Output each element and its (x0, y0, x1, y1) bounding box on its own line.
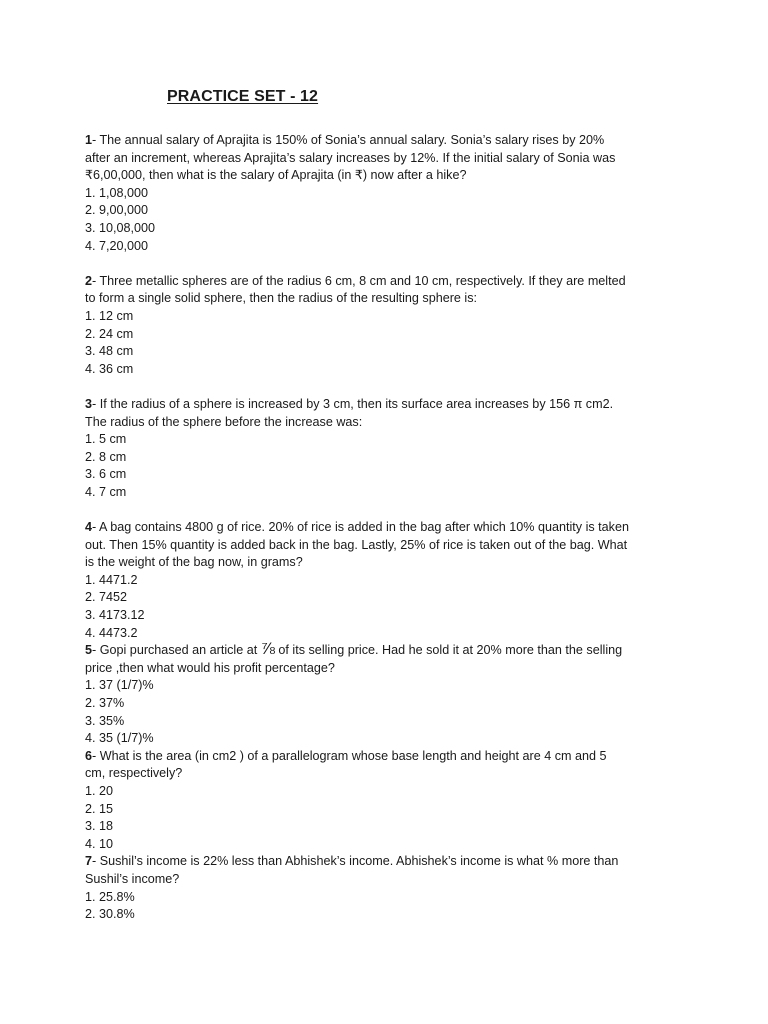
option-2: 2. 37% (85, 696, 125, 710)
option-3: 3. 4173.12 (85, 608, 145, 623)
option-2: 2. 24 cm (85, 326, 134, 341)
option-4: 4. 35 (1/7)% (85, 731, 154, 746)
question-number: 1 (85, 133, 93, 147)
option-1: 1. 37 (1/7)% (85, 678, 154, 693)
option-1: 1. 4471.2 (85, 572, 138, 587)
question-number: 3 (85, 396, 93, 411)
option-2: 2. 7452 (85, 590, 128, 605)
question-5 (85, 639, 630, 748)
option-2: 2. 15 (85, 801, 114, 816)
question-6 (85, 748, 630, 854)
option-3: 3. 6 cm (85, 467, 127, 482)
option-3: 3. 48 cm (85, 344, 134, 359)
option-3: 3. 35% (85, 713, 125, 728)
question-text-end: of its selling price. Had he sold it at 20% more than the selling price ,then what would his profit percentage? (85, 643, 623, 675)
question-text: - Sushil’s income is 22% less than Abhishek’s income. Abhishek’s income is what % more than Sushil’s income? (85, 854, 619, 886)
option-2: 2. 8 cm (85, 449, 127, 464)
question-text: - If the radius of a sphere is increased by 3 cm, then its surface area increases by 156 π cm2. The radius of the sphere before the increase was: (85, 396, 614, 429)
question-3 (85, 396, 630, 502)
option-2: 2. 30.8% (85, 907, 135, 922)
option-1: 1. 5 cm (85, 432, 127, 447)
question-2 (85, 273, 630, 379)
question-list (85, 132, 630, 924)
question-number: 5 (85, 643, 93, 658)
option-1: 1. 25.8% (85, 889, 135, 904)
option-1: 1. 12 cm (85, 308, 134, 323)
page-title: PRACTICE SET - 12 (167, 88, 319, 105)
question-7 (85, 853, 630, 923)
fraction-seven-eighths: ⅞ (260, 639, 275, 659)
question-number: 4 (85, 520, 93, 535)
option-1: 1. 20 (85, 783, 114, 798)
question-text: - A bag contains 4800 g of rice. 20% of rice is added in the bag after which 10% quantity is taken out. Then 15% quantity is added back in the bag. Lastly, 25% of rice is taken out of the bag. What is the weight of the bag now, in grams? (85, 520, 629, 570)
option-4: 4. 7,20,000 (85, 238, 149, 253)
option-3: 3. 10,08,000 (85, 220, 156, 235)
question-text: - What is the area (in cm2 ) of a parallelogram whose base length and height are 4 cm and 5 cm, respectively? (85, 748, 607, 781)
question-number: 2 (85, 273, 93, 288)
question-4 (85, 519, 630, 642)
option-4: 4. 7 cm (85, 484, 127, 499)
option-3: 3. 18 (85, 819, 114, 834)
option-2: 2. 9,00,000 (85, 203, 149, 218)
question-number: 7 (85, 854, 93, 869)
option-1: 1. 1,08,000 (85, 185, 149, 200)
option-4: 4. 10 (85, 836, 114, 851)
question-number: 6 (85, 748, 93, 763)
question-text-start: - Gopi purchased an article at (92, 643, 261, 658)
question-text: - Three metallic spheres are of the radius 6 cm, 8 cm and 10 cm, respectively. If they are melted to form a single solid sphere, then the radius of the resulting sphere is: (85, 273, 626, 306)
option-4: 4. 36 cm (85, 361, 134, 376)
question-1 (85, 132, 630, 255)
question-text: - The annual salary of Aprajita is 150% of Sonia’s annual salary. Sonia’s salary rises by 20% after an increment, whereas Aprajita’s salary increases by 12%. If the initial salary of Sonia was ₹6,00,000, then what is the salary of Aprajita (in ₹) now after a hike? (85, 133, 616, 183)
option-4: 4. 4473.2 (85, 625, 138, 640)
